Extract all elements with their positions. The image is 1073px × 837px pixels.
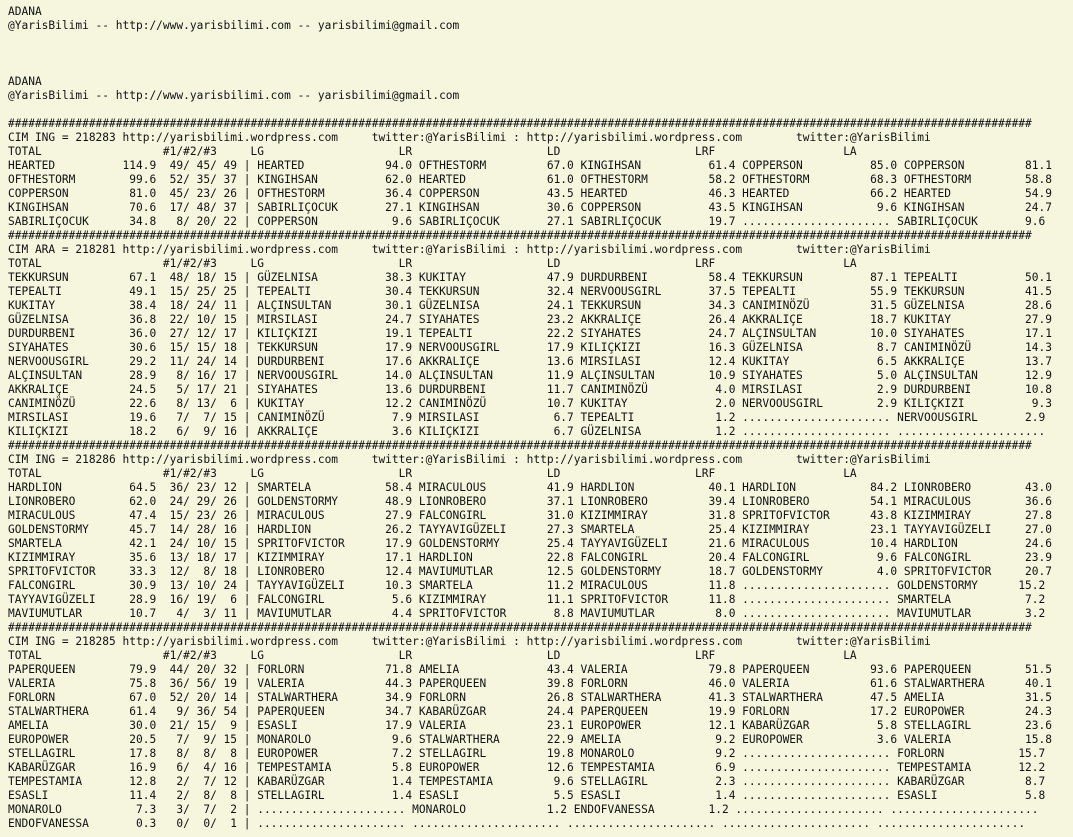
text-line: AMELIA 30.0 21/ 15/ 9 | ESASLI 17.9 VALERIA 23.1 EUROPOWER 12.1 KABARÜZGAR 5.8 STELLAGIRL 23.6 [8, 719, 1052, 732]
text-line: EUROPOWER 20.5 7/ 9/ 15 | MONAROLO 9.6 STALWARTHERA 22.9 AMELIA 9.2 EUROPOWER 3.6 VALERIA 15.8 [8, 733, 1052, 746]
text-line: HARDLION 64.5 36/ 23/ 12 | SMARTELA 58.4 MIRACULOUS 41.9 HARDLION 40.1 HARDLION 84.2 LIONROBERO 43.0 [8, 481, 1052, 494]
text-line: ALÇINSULTAN 28.9 8/ 16/ 17 | NERVOOUSGIRL 14.0 ALÇINSULTAN 11.9 ALÇINSULTAN 10.9 SIYAHATES 5.0 ALÇINSULTAN 12.9 [8, 369, 1052, 382]
text-line: KIZIMMIRAY 35.6 13/ 18/ 17 | KIZIMMIRAY 17.1 HARDLION 22.8 FALCONGIRL 20.4 FALCONGIRL 9.6 FALCONGIRL 23.9 [8, 551, 1052, 564]
text-line: FALCONGIRL 30.9 13/ 10/ 24 | TAYYAVIGÜZELI 10.3 SMARTELA 11.2 MIRACULOUS 11.8 ...................... GOLDENSTORMY 15.2 [8, 579, 1046, 592]
text-line: GOLDENSTORMY 45.7 14/ 28/ 16 | HARDLION 26.2 TAYYAVIGÜZELI 27.3 SMARTELA 25.4 KIZIMMIRAY 23.1 TAYYAVIGÜZELI 27.0 [8, 523, 1052, 536]
text-line: SPRITOFVICTOR 33.3 12/ 8/ 18 | LIONROBERO 12.4 MAVIUMUTLAR 12.5 GOLDENSTORMY 18.7 GOLDENSTORMY 4.0 SPRITOFVICTOR 20.7 [8, 565, 1052, 578]
text-line: HEARTED 114.9 49/ 45/ 49 | HEARTED 94.0 OFTHESTORM 67.0 KINGIHSAN 61.4 COPPERSON 85.0 COPPERSON 81.1 [8, 159, 1052, 172]
text-line [8, 33, 1052, 47]
text-line: KILIÇKIZI 18.2 6/ 9/ 16 | AKKRALIÇE 3.6 KILIÇKIZI 6.7 GÜZELNISA 1.2 ...................... ...................... [8, 425, 1046, 438]
text-line: CIM ING = 218286 http://yarisbilimi.wordpress.com twitter:@YarisBilimi : http://yarisbilimi.wordpress.com twitter:@YarisBilimi [8, 453, 931, 466]
text-line: CANIMINÖZÜ 22.6 8/ 13/ 6 | KUKITAY 12.2 CANIMINÖZÜ 10.7 KUKITAY 2.0 NERVOOUSGIRL 2.9 KILIÇKIZI 9.3 [8, 397, 1052, 410]
text-line: ENDOFVANESSA 0.3 0/ 0/ 1 | ...................... ...................... ...................... ...................... ...................... [8, 817, 1026, 830]
text-line: TOTAL #1/#2/#3 LG LR LD LRF LA [8, 649, 857, 662]
text-line: TEPEALTI 49.1 15/ 25/ 25 | TEPEALTI 30.4 TEKKURSUN 32.4 NERVOOUSGIRL 37.5 TEPEALTI 55.9 TEKKURSUN 41.5 [8, 285, 1052, 298]
text-line: SABIRLIÇOCUK 34.8 8/ 20/ 22 | COPPERSON 9.6 SABIRLIÇOCUK 27.1 SABIRLIÇOCUK 19.7 ...................... SABIRLIÇOCUK 9.6 [8, 215, 1046, 228]
text-line: COPPERSON 81.0 45/ 23/ 26 | OFTHESTORM 36.4 COPPERSON 43.5 HEARTED 46.3 HEARTED 66.2 HEARTED 54.9 [8, 187, 1052, 200]
text-line: STALWARTHERA 61.4 9/ 36/ 54 | PAPERQUEEN 34.7 KABARÜZGAR 24.4 PAPERQUEEN 19.9 FORLORN 17.2 EUROPOWER 24.3 [8, 705, 1052, 718]
text-line: DURDURBENI 36.0 27/ 12/ 17 | KILIÇKIZI 19.1 TEPEALTI 22.2 SIYAHATES 24.7 ALÇINSULTAN 10.0 SIYAHATES 17.1 [8, 327, 1052, 340]
text-line: TEMPESTAMIA 12.8 2/ 7/ 12 | KABARÜZGAR 1.4 TEMPESTAMIA 9.6 STELLAGIRL 2.3 ...................... KABARÜZGAR 8.7 [8, 775, 1046, 788]
text-line: KUKITAY 38.4 18/ 24/ 11 | ALÇINSULTAN 30.1 GÜZELNISA 24.1 TEKKURSUN 34.3 CANIMINÖZÜ 31.5 GÜZELNISA 28.6 [8, 299, 1052, 312]
text-line: ADANA [8, 75, 42, 88]
text-line [8, 47, 1052, 61]
text-line: ######################################################################################################################################################## [8, 621, 1032, 634]
text-line [8, 61, 1052, 75]
text-line: NERVOOUSGIRL 29.2 11/ 24/ 14 | DURDURBENI 17.6 AKKRALIÇE 13.6 MIRSILASI 12.4 KUKITAY 6.5 AKKRALIÇE 13.7 [8, 355, 1052, 368]
text-line: LIONROBERO 62.0 24/ 29/ 26 | GOLDENSTORMY 48.9 LIONROBERO 37.1 LIONROBERO 39.4 LIONROBERO 54.1 MIRACULOUS 36.6 [8, 495, 1052, 508]
text-line: MAVIUMUTLAR 10.7 4/ 3/ 11 | MAVIUMUTLAR 4.4 SPRITOFVICTOR 8.8 MAVIUMUTLAR 8.0 ...................... MAVIUMUTLAR 3.2 [8, 607, 1046, 620]
text-line: TOTAL #1/#2/#3 LG LR LD LRF LA [8, 467, 857, 480]
text-line: FORLORN 67.0 52/ 20/ 14 | STALWARTHERA 34.9 FORLORN 26.8 STALWARTHERA 41.3 STALWARTHERA 47.5 AMELIA 31.5 [8, 691, 1052, 704]
document-text [8, 5, 1052, 831]
text-line: TAYYAVIGÜZELI 28.9 16/ 19/ 6 | FALCONGIRL 5.6 KIZIMMIRAY 11.1 SPRITOFVICTOR 11.8 ...................... SMARTELA 7.2 [8, 593, 1046, 606]
text-line [8, 103, 1052, 117]
text-line: TEKKURSUN 67.1 48/ 18/ 15 | GÜZELNISA 38.3 KUKITAY 47.9 DURDURBENI 58.4 TEKKURSUN 87.1 TEPEALTI 50.1 [8, 271, 1052, 284]
text-line: ADANA [8, 5, 42, 18]
text-line: CIM ING = 218283 http://yarisbilimi.wordpress.com twitter:@YarisBilimi : http://yarisbilimi.wordpress.com twitter:@YarisBilimi [8, 131, 931, 144]
text-line: CIM ARA = 218281 http://yarisbilimi.wordpress.com twitter:@YarisBilimi : http://yarisbilimi.wordpress.com twitter:@YarisBilimi [8, 243, 931, 256]
text-line: ESASLI 11.4 2/ 8/ 8 | STELLAGIRL 1.4 ESASLI 5.5 ESASLI 1.4 ...................... ESASLI 5.8 [8, 789, 1046, 802]
text-line: ######################################################################################################################################################## [8, 439, 1032, 452]
text-line: MIRACULOUS 47.4 15/ 23/ 26 | MIRACULOUS 27.9 FALCONGIRL 31.0 KIZIMMIRAY 31.8 SPRITOFVICTOR 43.8 KIZIMMIRAY 27.8 [8, 509, 1052, 522]
text-line: KINGIHSAN 70.6 17/ 48/ 37 | SABIRLIÇOCUK 27.1 KINGIHSAN 30.6 COPPERSON 43.5 KINGIHSAN 9.6 KINGIHSAN 24.7 [8, 201, 1052, 214]
text-line: GÜZELNISA 36.8 22/ 10/ 15 | MIRSILASI 24.7 SIYAHATES 23.2 AKKRALIÇE 26.4 AKKRALIÇE 18.7 KUKITAY 27.9 [8, 313, 1052, 326]
text-line: SMARTELA 42.1 24/ 10/ 15 | SPRITOFVICTOR 17.9 GOLDENSTORMY 25.4 TAYYAVIGÜZELI 21.6 MIRACULOUS 10.4 HARDLION 24.6 [8, 537, 1052, 550]
text-line: @YarisBilimi -- http://www.yarisbilimi.com -- yarisbilimi@gmail.com [8, 19, 460, 32]
text-line: ######################################################################################################################################################## [8, 229, 1032, 242]
text-line: ######################################################################################################################################################## [8, 117, 1032, 130]
text-line: MONAROLO 7.3 3/ 7/ 2 | ...................... MONAROLO 1.2 ENDOFVANESSA 1.2 ...................... ...................... [8, 803, 1039, 816]
text-line: @YarisBilimi -- http://www.yarisbilimi.com -- yarisbilimi@gmail.com [8, 89, 460, 102]
text-line: OFTHESTORM 99.6 52/ 35/ 37 | KINGIHSAN 62.0 HEARTED 61.0 OFTHESTORM 58.2 OFTHESTORM 68.3 OFTHESTORM 58.8 [8, 173, 1052, 186]
text-line: KABARÜZGAR 16.9 6/ 4/ 16 | TEMPESTAMIA 5.8 EUROPOWER 12.6 TEMPESTAMIA 6.9 ...................... TEMPESTAMIA 12.2 [8, 761, 1046, 774]
text-line: TOTAL #1/#2/#3 LG LR LD LRF LA [8, 145, 857, 158]
text-line: TOTAL #1/#2/#3 LG LR LD LRF LA [8, 257, 857, 270]
text-line: PAPERQUEEN 79.9 44/ 20/ 32 | FORLORN 71.8 AMELIA 43.4 VALERIA 79.8 PAPERQUEEN 93.6 PAPERQUEEN 51.5 [8, 663, 1052, 676]
text-line: SIYAHATES 30.6 15/ 15/ 18 | TEKKURSUN 17.9 NERVOOUSGIRL 17.9 KILIÇKIZI 16.3 GÜZELNISA 8.7 CANIMINÖZÜ 14.3 [8, 341, 1052, 354]
text-line: VALERIA 75.8 36/ 56/ 19 | VALERIA 44.3 PAPERQUEEN 39.8 FORLORN 46.0 VALERIA 61.6 STALWARTHERA 40.1 [8, 677, 1052, 690]
text-line: STELLAGIRL 17.8 8/ 8/ 8 | EUROPOWER 7.2 STELLAGIRL 19.8 MONAROLO 9.2 ...................... FORLORN 15.7 [8, 747, 1046, 760]
text-line: AKKRALIÇE 24.5 5/ 17/ 21 | SIYAHATES 13.6 DURDURBENI 11.7 CANIMINÖZÜ 4.0 MIRSILASI 2.9 DURDURBENI 10.8 [8, 383, 1052, 396]
text-line: CIM ING = 218285 http://yarisbilimi.wordpress.com twitter:@YarisBilimi : http://yarisbilimi.wordpress.com twitter:@YarisBilimi [8, 635, 931, 648]
text-line: MIRSILASI 19.6 7/ 7/ 15 | CANIMINÖZÜ 7.9 MIRSILASI 6.7 TEPEALTI 1.2 ...................... NERVOOUSGIRL 2.9 [8, 411, 1046, 424]
